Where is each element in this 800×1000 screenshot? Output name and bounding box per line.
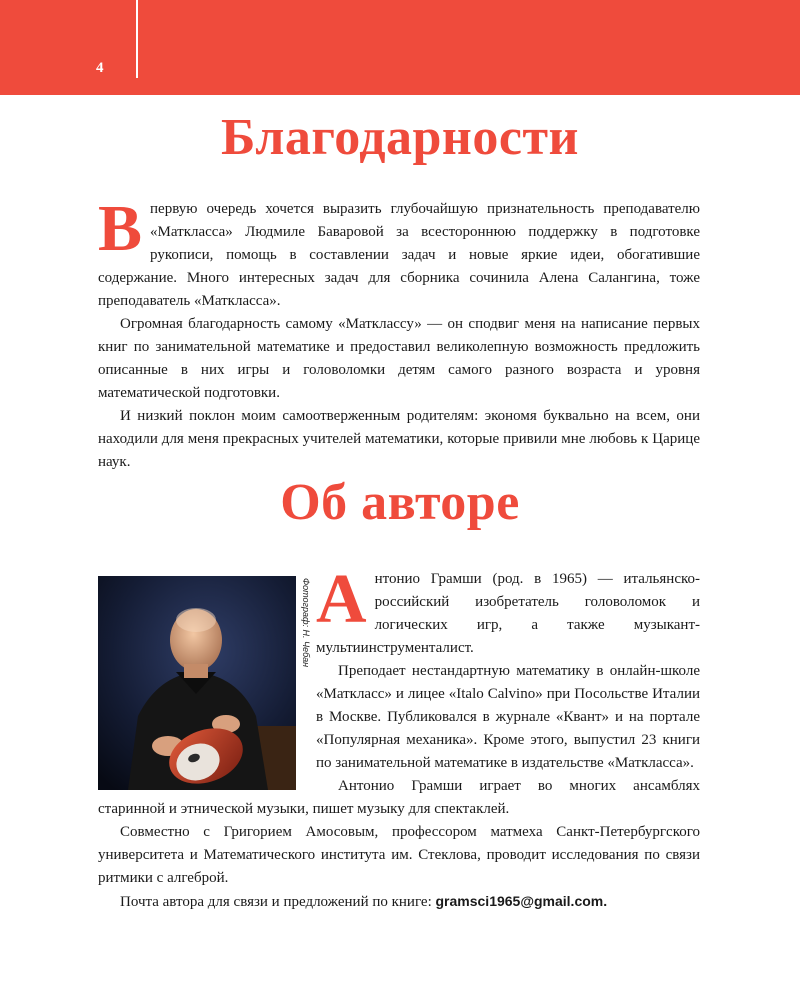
- header-bar: [0, 0, 800, 95]
- acknowledgements-paragraph: И низкий поклон моим самоотверженным родителям: экономя буквально на всем, они находили для меня прекрасных учителей математики, которые привили мне любовь к Царице наук.: [98, 408, 700, 470]
- about-author-paragraph: Совместно с Григорием Амосовым, профессором матмеха Санкт-Петербургского университета и Математического института им. Стеклова, проводит исследования по связи ритмики с алгеброй.: [98, 824, 700, 886]
- about-author-paragraph: Антонио Грамши играет во многих ансамблях старинной и этнической музыки, пишет музыку для спектаклей.: [98, 778, 700, 817]
- acknowledgements-title: Благодарности: [221, 109, 579, 166]
- photo-credit: Фотограф: Н. Чебан: [301, 578, 311, 668]
- about-author-dropcap: А: [316, 561, 367, 638]
- acknowledgements-dropcap: В: [98, 192, 143, 265]
- about-author-paragraph: Преподает нестандартную математику в онлайн-школе «Маткласс» и лицее «Italo Calvino» при Посольстве Италии в Москве. Публиковался в журнале «Квант» и на портале «Популярная механика». Кроме этого, выпустил 23 книги по занимательной математике в издательстве «Маткласса».: [316, 663, 700, 771]
- about-author-paragraph: нтонио Грамши (род. в 1965) — итальянско-российский изобретатель головоломок и логических игр, а также музыкант-мультиинструменталист.: [316, 571, 700, 656]
- page-number: 4: [96, 60, 104, 76]
- acknowledgements-paragraph: Огромная благодарность самому «Матклассу» — он сподвиг меня на написание первых книг по занимательной математике и предоставил великолепную возможность предложить описанные в них игры и головоломки детям самого разного возраста и уровня математической подготовки.: [98, 316, 700, 401]
- author-email[interactable]: gramsci1965@gmail.com.: [435, 893, 608, 909]
- photo-spacer: [98, 576, 316, 788]
- contact-paragraph: [98, 890, 700, 914]
- contact-text: Почта автора для связи и предложений по книге:: [120, 894, 432, 910]
- about-author-title: Об авторе: [280, 474, 520, 531]
- acknowledgements-paragraph: первую очередь хочется выразить глубочайшую признательность преподавателю «Маткласса» Людмиле Баваровой за всестороннюю поддержку в подготовке рукописи, помощь в составлении задач и новые яркие идеи, обогатившие содержание. Много интересных задач для сборника сочинила Алена Салангина, тоже преподаватель «Маткласса».: [98, 201, 700, 309]
- about-author-body: [98, 561, 700, 914]
- header-divider: [136, 0, 138, 78]
- acknowledgements-body: [98, 192, 700, 474]
